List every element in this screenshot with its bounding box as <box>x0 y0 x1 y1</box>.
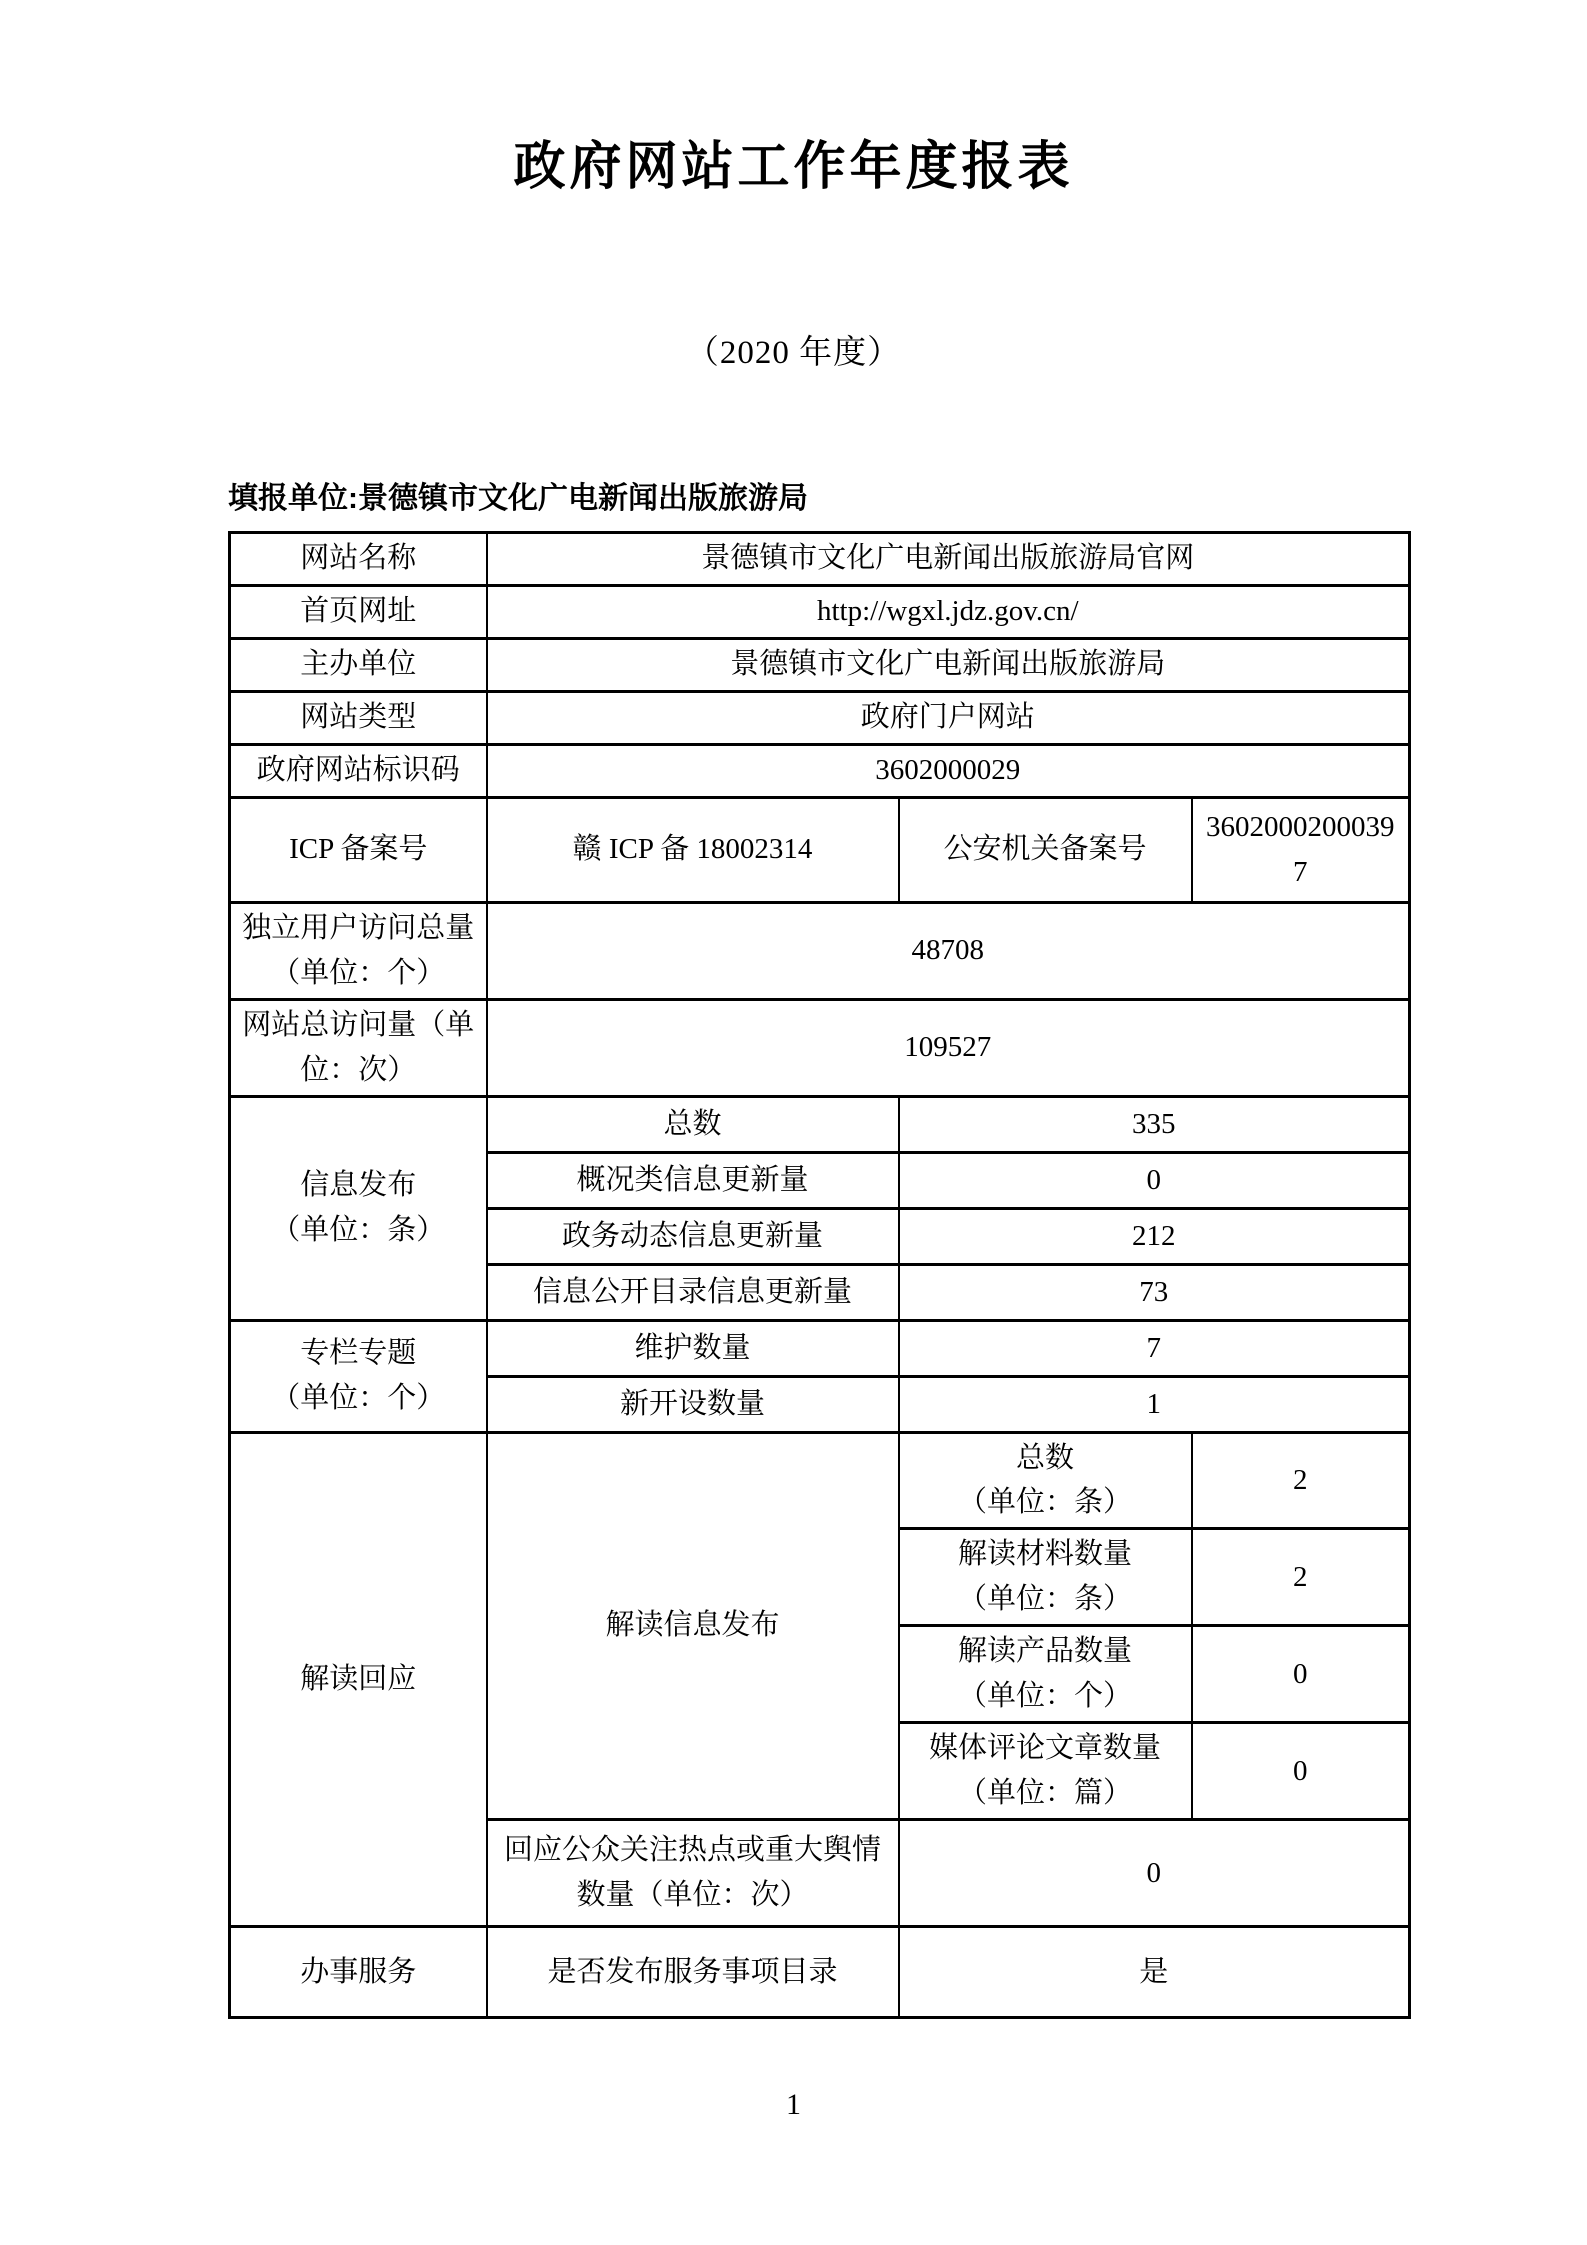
table-row <box>230 638 1410 691</box>
info-publish-section-label <box>230 1096 487 1320</box>
interp-materials-value: 2 <box>1192 1529 1410 1626</box>
homepage-url-value: http://wgxl.jdz.gov.cn/ <box>487 585 1410 638</box>
total-visits-value: 109527 <box>487 999 1410 1096</box>
page-number: 1 <box>786 2088 801 2121</box>
icp-filing-value: 赣 ICP 备 18002314 <box>487 797 899 902</box>
report-table <box>228 531 1411 2019</box>
police-filing-value: 36020002000397 <box>1192 797 1410 902</box>
site-name-label: 网站名称 <box>230 532 487 585</box>
service-directory-value: 是 <box>899 1927 1410 2018</box>
table-row <box>230 691 1410 744</box>
info-total-value: 335 <box>899 1096 1410 1152</box>
special-topics-section-label <box>230 1320 487 1432</box>
interp-total-value: 2 <box>1192 1432 1410 1529</box>
site-code-label: 政府网站标识码 <box>230 744 487 797</box>
document-title: 政府网站工作年度报表 <box>513 138 1074 196</box>
interp-materials-line2: （单位：条） <box>957 1583 1132 1616</box>
homepage-url-label: 首页网址 <box>230 585 487 638</box>
special-topics-section-line1: 专栏专题 <box>300 1337 417 1370</box>
interp-total-label <box>899 1432 1192 1529</box>
interp-materials-line1: 解读材料数量 <box>957 1538 1132 1571</box>
interp-total-line2: （单位：条） <box>957 1486 1132 1519</box>
site-type-value: 政府门户网站 <box>487 691 1410 744</box>
table-row <box>230 902 1410 999</box>
service-directory-label: 是否发布服务事项目录 <box>487 1927 899 2018</box>
organizer-value: 景德镇市文化广电新闻出版旅游局 <box>487 638 1410 691</box>
total-visits-label: 网站总访问量（单位：次） <box>230 999 487 1096</box>
table-row <box>230 797 1410 902</box>
site-code-value: 3602000029 <box>487 744 1410 797</box>
media-articles-line2: （单位：篇） <box>957 1777 1132 1810</box>
interp-products-line1: 解读产品数量 <box>957 1635 1132 1668</box>
hotspot-response-value: 0 <box>899 1820 1410 1927</box>
interpretation-section-label: 解读回应 <box>230 1432 487 1927</box>
table-row <box>230 1432 1410 1529</box>
interp-total-line1: 总数 <box>1015 1441 1074 1474</box>
services-section-label: 办事服务 <box>230 1927 487 2018</box>
media-articles-label <box>899 1723 1192 1820</box>
info-publish-section-line1: 信息发布 <box>300 1169 417 1202</box>
disclosure-update-label: 信息公开目录信息更新量 <box>487 1264 899 1320</box>
interp-products-line2: （单位：个） <box>957 1680 1132 1713</box>
site-name-value: 景德镇市文化广电新闻出版旅游局官网 <box>487 532 1410 585</box>
overview-update-label: 概况类信息更新量 <box>487 1152 899 1208</box>
table-row <box>230 585 1410 638</box>
interp-products-value: 0 <box>1192 1626 1410 1723</box>
gov-news-update-label: 政务动态信息更新量 <box>487 1208 899 1264</box>
icp-filing-label: ICP 备案号 <box>230 797 487 902</box>
table-row <box>230 999 1410 1096</box>
table-row <box>230 1927 1410 2018</box>
maintained-count-value: 7 <box>899 1320 1410 1376</box>
info-publish-section-line2: （单位：条） <box>271 1214 446 1247</box>
interp-materials-label <box>899 1529 1192 1626</box>
new-count-value: 1 <box>899 1376 1410 1432</box>
filing-unit-line: 填报单位:景德镇市文化广电新闻出版旅游局 <box>228 481 808 515</box>
organizer-label: 主办单位 <box>230 638 487 691</box>
media-articles-value: 0 <box>1192 1723 1410 1820</box>
table-row <box>230 532 1410 585</box>
interp-products-label <box>899 1626 1192 1723</box>
table-row <box>230 744 1410 797</box>
overview-update-value: 0 <box>899 1152 1410 1208</box>
maintained-count-label: 维护数量 <box>487 1320 899 1376</box>
interpretation-publish-label: 解读信息发布 <box>487 1432 899 1820</box>
new-count-label: 新开设数量 <box>487 1376 899 1432</box>
document-subtitle: （2020 年度） <box>685 334 902 371</box>
unique-visitors-value: 48708 <box>487 902 1410 999</box>
disclosure-update-value: 73 <box>899 1264 1410 1320</box>
unique-visitors-label: 独立用户访问总量（单位：个） <box>230 902 487 999</box>
special-topics-section-line2: （单位：个） <box>271 1382 446 1415</box>
info-total-label: 总数 <box>487 1096 899 1152</box>
gov-news-update-value: 212 <box>899 1208 1410 1264</box>
table-row <box>230 1096 1410 1152</box>
media-articles-line1: 媒体评论文章数量 <box>928 1732 1161 1765</box>
police-filing-label: 公安机关备案号 <box>899 797 1192 902</box>
table-row <box>230 1320 1410 1376</box>
site-type-label: 网站类型 <box>230 691 487 744</box>
hotspot-response-label: 回应公众关注热点或重大舆情数量（单位：次） <box>487 1820 899 1927</box>
